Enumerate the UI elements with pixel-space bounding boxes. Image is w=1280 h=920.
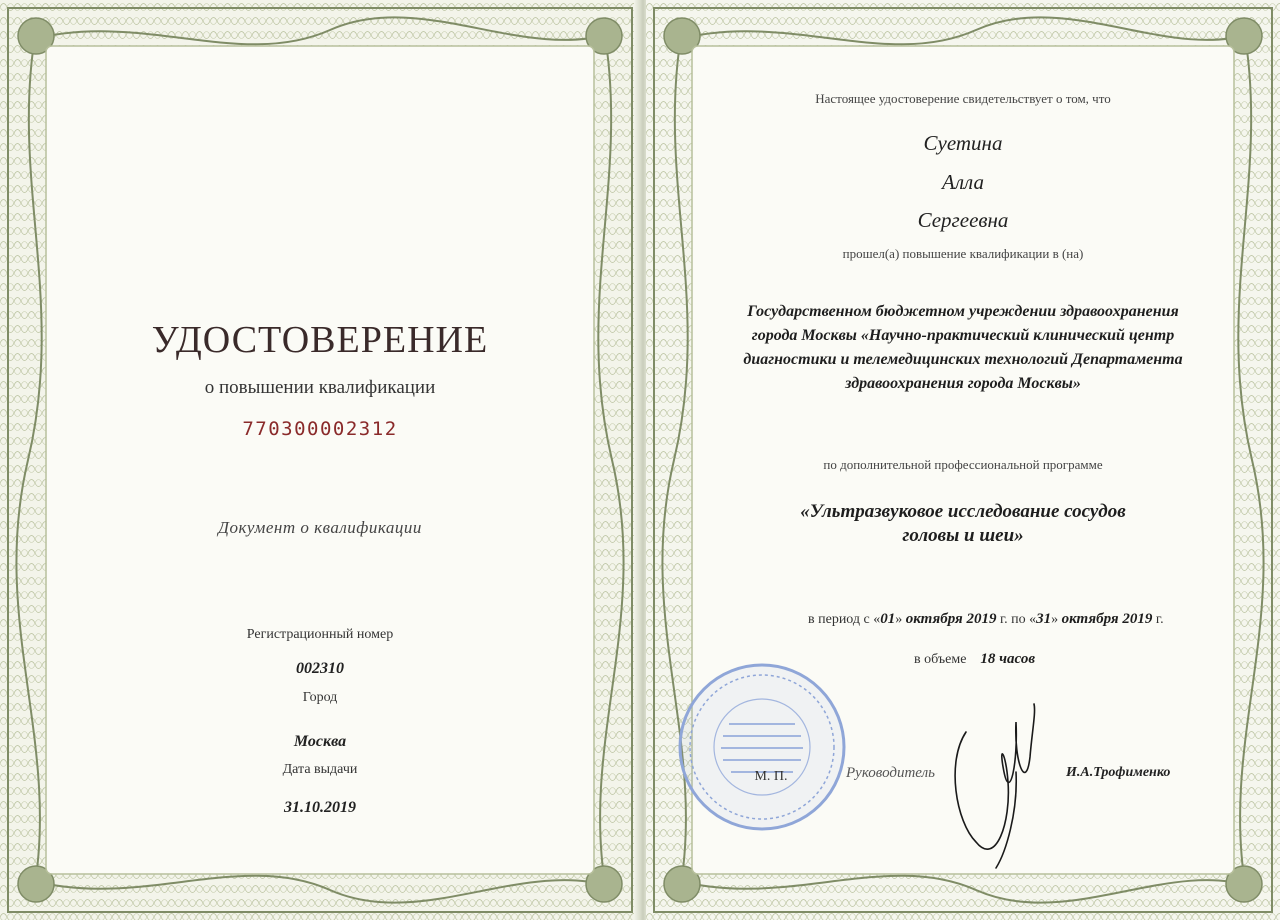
organization-line: здравоохранения города Москвы» <box>845 375 1081 392</box>
first-name: Алла <box>942 170 984 194</box>
volume-value: 18 часов <box>980 651 1036 667</box>
city-label: Город <box>302 690 338 705</box>
head-name: И.А.Трофименко <box>1066 765 1171 780</box>
city-value: Москва <box>293 733 347 750</box>
organization-line: города Москвы «Научно-практический клинический центр <box>751 327 1175 344</box>
period-sep: » <box>895 612 906 627</box>
period-suffix: г. <box>1152 612 1164 627</box>
period-end-day: 31 <box>1036 611 1052 627</box>
handwritten-signature <box>946 702 1056 872</box>
study-period <box>808 611 1164 628</box>
volume-label: в объеме <box>914 652 967 667</box>
certificate-title: УДОСТОВЕРЕНИЕ <box>151 319 489 361</box>
period-start-month: октября 2019 <box>905 611 997 627</box>
completed-text: прошел(а) повышение квалификации в (на) <box>842 246 1084 261</box>
certificate-number: 770300002312 <box>242 418 398 440</box>
stamp-place-label: М. П. <box>754 769 788 784</box>
period-end-month: октября 2019 <box>1061 611 1153 627</box>
certificate-subtitle: о повышении квалификации <box>204 377 436 398</box>
head-label: Руководитель <box>846 765 935 781</box>
program-title-line: «Ультразвуковое исследование сосудов <box>800 501 1126 522</box>
period-start-day: 01 <box>880 611 896 627</box>
registration-number: 002310 <box>296 660 344 677</box>
period-sep: г. по « <box>996 612 1037 627</box>
program-label: по дополнительной профессиональной программе <box>823 457 1103 472</box>
organization-line: диагностики и телемедицинских технологий Департамента <box>743 351 1183 368</box>
patronymic: Сергеевна <box>917 208 1009 232</box>
intro-text: Настоящее удостоверение свидетельствует о том, что <box>815 91 1111 106</box>
official-stamp <box>677 662 847 832</box>
program-title-line: головы и шеи» <box>902 525 1024 546</box>
document-type: Документ о квалификации <box>218 518 422 537</box>
period-prefix: в период с « <box>808 612 881 627</box>
issue-date-value: 31.10.2019 <box>284 799 356 816</box>
study-volume <box>914 651 1035 668</box>
period-sep: » <box>1051 612 1062 627</box>
issue-date-label: Дата выдачи <box>282 762 358 777</box>
organization-line: Государственном бюджетном учреждении здравоохранения <box>747 303 1179 320</box>
registration-label: Регистрационный номер <box>246 627 394 642</box>
surname: Суетина <box>923 131 1003 155</box>
right-page <box>646 0 1280 920</box>
